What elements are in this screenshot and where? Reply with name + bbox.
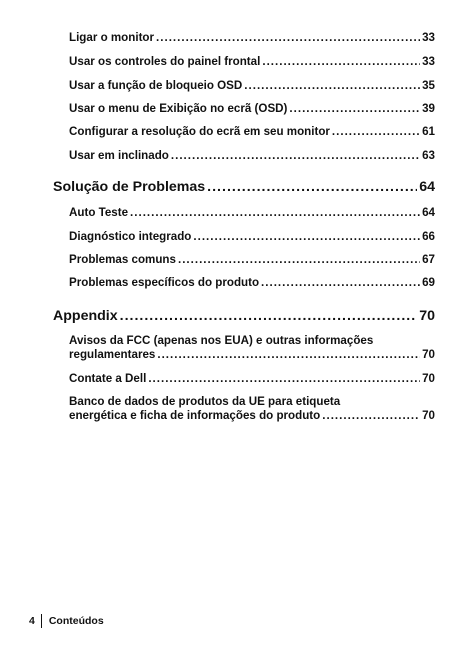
footer-divider bbox=[41, 614, 42, 628]
dot-leader bbox=[178, 253, 420, 267]
toc-entry-inclinado[interactable] bbox=[69, 149, 435, 163]
toc-entry-label: Ligar o monitor bbox=[69, 31, 155, 44]
toc-entry-bloqueio-osd[interactable] bbox=[69, 79, 435, 93]
toc-section-appendix[interactable] bbox=[53, 308, 435, 325]
toc-entry-diagnostico[interactable] bbox=[69, 230, 435, 244]
toc-entry-controles-painel[interactable] bbox=[69, 55, 435, 69]
dot-leader bbox=[322, 409, 420, 423]
toc-entry-label: Auto Teste bbox=[69, 206, 129, 219]
toc-entry-page: 69 bbox=[422, 276, 435, 289]
toc-entry-label: Usar o menu de Exibição no ecrã (OSD) bbox=[69, 102, 288, 115]
toc-entry-avisos-fcc[interactable] bbox=[69, 334, 435, 362]
toc-entry-banco-dados-ue[interactable] bbox=[69, 395, 435, 423]
dot-leader bbox=[157, 348, 420, 362]
toc-section-page: 64 bbox=[419, 179, 435, 195]
toc-entry-label: Usar em inclinado bbox=[69, 149, 169, 162]
toc-entry-page: 33 bbox=[422, 55, 435, 68]
toc-entry-page: 33 bbox=[422, 31, 435, 44]
toc-entry-label: Contate a Dell bbox=[69, 372, 147, 385]
toc-entry-label: Configurar a resolução do ecrã em seu monitor bbox=[69, 125, 330, 138]
toc-entry-page: 39 bbox=[422, 102, 435, 115]
toc-entry-resolucao[interactable] bbox=[69, 125, 435, 139]
toc-entry-label-line1: Banco de dados de produtos da UE para etiqueta bbox=[69, 395, 341, 408]
dot-leader bbox=[193, 230, 420, 244]
toc-section-solucao-problemas[interactable] bbox=[53, 179, 435, 196]
toc-entry-label-line2: regulamentares bbox=[69, 348, 156, 361]
toc-entry-label: Problemas comuns bbox=[69, 253, 176, 266]
toc-entry-ligar-monitor[interactable] bbox=[69, 31, 435, 45]
dot-leader bbox=[207, 179, 417, 196]
toc-entry-page: 66 bbox=[422, 230, 435, 243]
toc-entry-auto-teste[interactable] bbox=[69, 206, 435, 220]
toc-entry-label: Usar os controles do painel frontal bbox=[69, 55, 261, 68]
toc-entry-label: Problemas específicos do produto bbox=[69, 276, 260, 289]
toc-entry-label: Diagnóstico integrado bbox=[69, 230, 192, 243]
toc-entry-menu-osd[interactable] bbox=[69, 102, 435, 116]
dot-leader bbox=[148, 372, 420, 386]
toc-entry-contate-dell[interactable] bbox=[69, 372, 435, 386]
toc-entry-problemas-especificos[interactable] bbox=[69, 276, 435, 290]
footer-section-name: Conteúdos bbox=[48, 615, 104, 627]
footer-page-number: 4 bbox=[29, 615, 35, 627]
dot-leader bbox=[244, 79, 420, 93]
dot-leader bbox=[171, 149, 420, 163]
toc-entry-page: 67 bbox=[422, 253, 435, 266]
dot-leader bbox=[156, 31, 420, 45]
toc-entry-label-line1: Avisos da FCC (apenas nos EUA) e outras informações bbox=[69, 334, 374, 347]
dot-leader bbox=[289, 102, 420, 116]
toc-entry-label-line2: energética e ficha de informações do produto bbox=[69, 409, 321, 422]
dot-leader bbox=[332, 125, 420, 139]
toc-entry-page: 70 bbox=[422, 348, 435, 361]
toc-entry-page: 61 bbox=[422, 125, 435, 138]
page-footer bbox=[29, 614, 104, 628]
toc-section-label: Appendix bbox=[53, 308, 118, 324]
toc-section-label: Solução de Problemas bbox=[53, 179, 206, 195]
dot-leader bbox=[262, 55, 420, 69]
toc-entry-problemas-comuns[interactable] bbox=[69, 253, 435, 267]
toc-entry-page: 70 bbox=[422, 409, 435, 422]
dot-leader bbox=[261, 276, 420, 290]
toc-entry-page: 63 bbox=[422, 149, 435, 162]
toc-entry-label: Usar a função de bloqueio OSD bbox=[69, 79, 243, 92]
toc-section-page: 70 bbox=[419, 308, 435, 324]
dot-leader bbox=[120, 308, 418, 325]
dot-leader bbox=[130, 206, 420, 220]
toc-entry-page: 35 bbox=[422, 79, 435, 92]
toc-entry-page: 64 bbox=[422, 206, 435, 219]
toc-entry-page: 70 bbox=[422, 372, 435, 385]
